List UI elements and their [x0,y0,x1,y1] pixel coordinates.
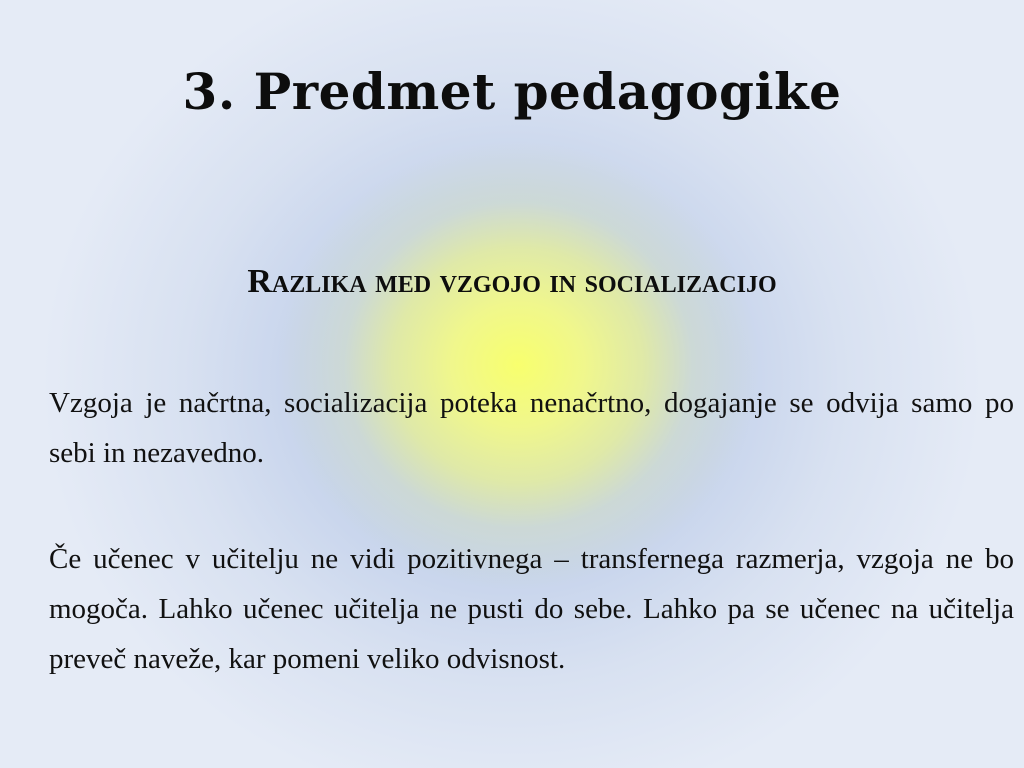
slide-body [49,378,1014,684]
slide-subtitle: Razlika med vzgojo in socializacijo [247,263,777,300]
paragraph-upbringing-vs-socialization: Vzgoja je načrtna, socializacija poteka nenačrtno, dogajanje se odvija samo po sebi in nezavedno. [49,387,1014,469]
paragraph-transference-relationship: Če učenec v učitelju ne vidi pozitivnega – transfernega razmerja, vzgoja ne bo mogoča. Lahko učenec učitelja ne pusti do sebe. Lahko pa se učenec na učitelja preveč naveže, kar pomeni veliko odvisnost. [49,543,1014,675]
slide-title: 3. Predmet pedagogike [182,62,842,121]
